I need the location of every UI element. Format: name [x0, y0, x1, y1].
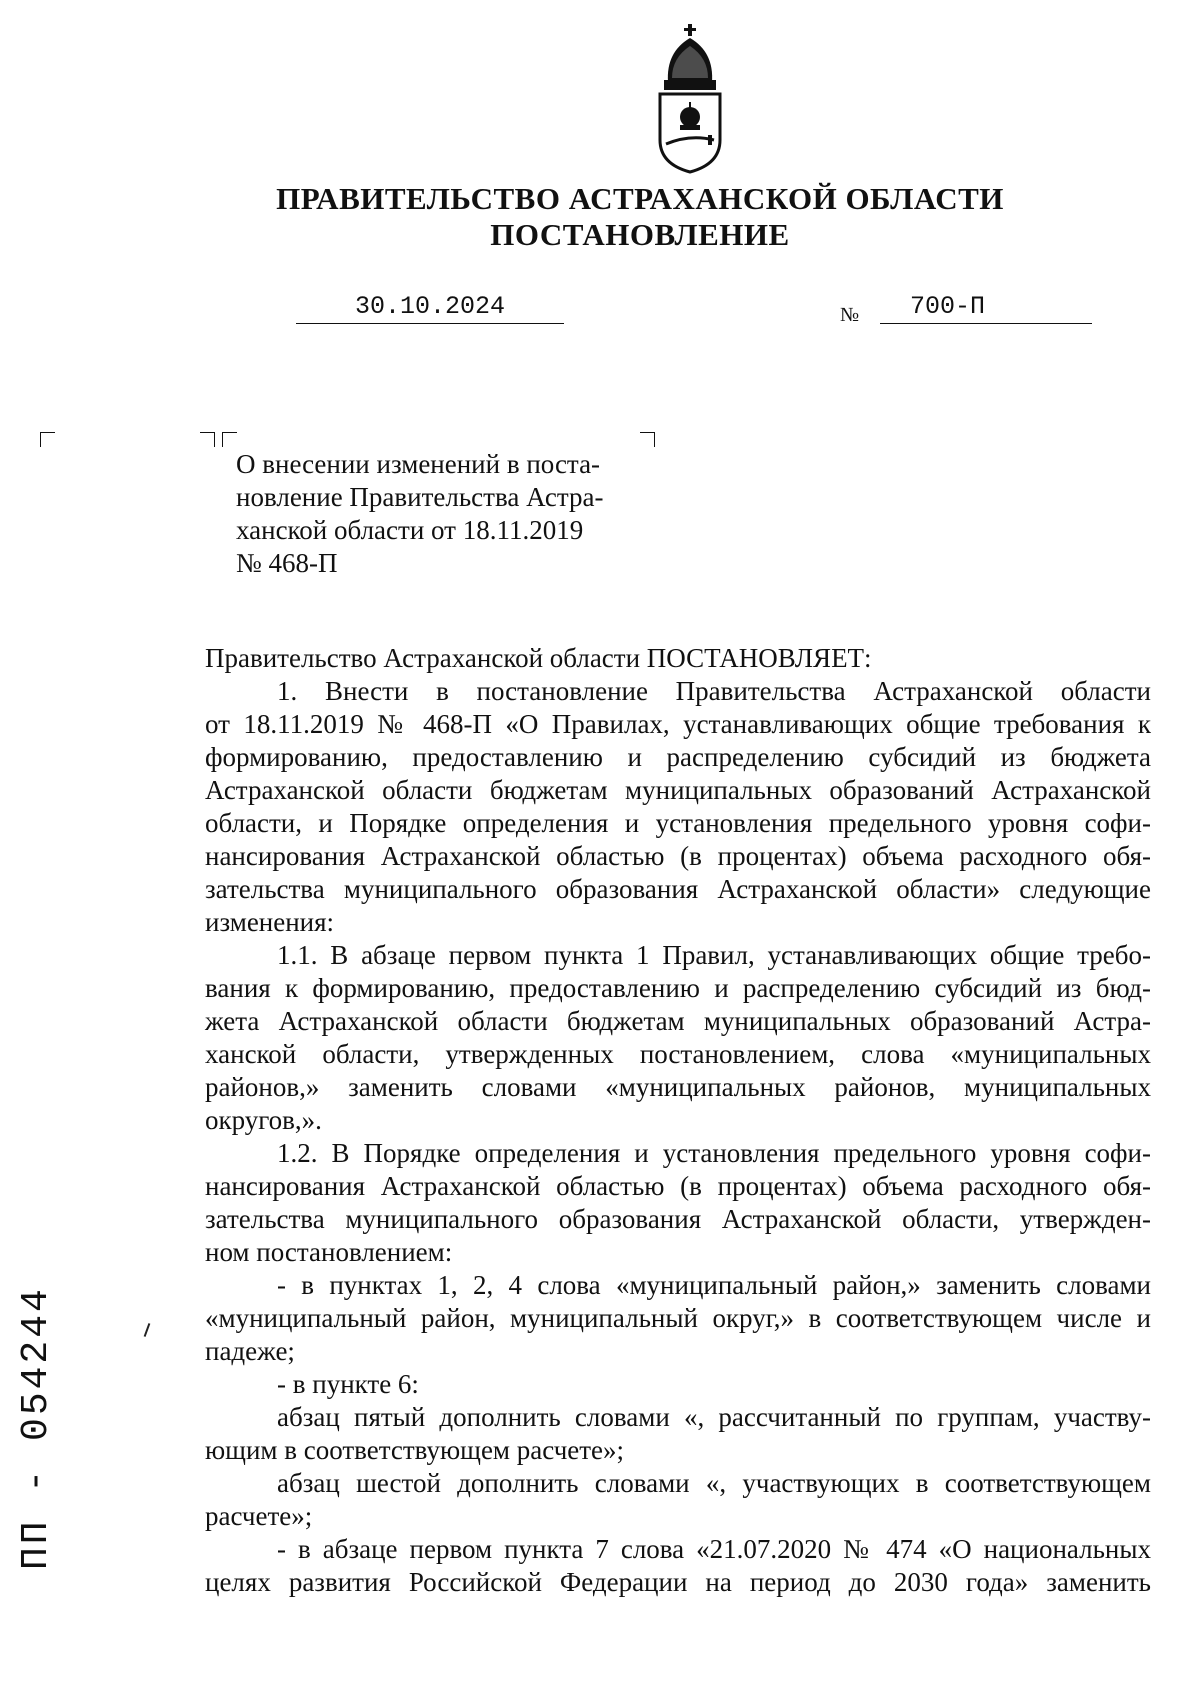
body-line: 1.1. В абзаце первом пункта 1 Правил, устанавливающих общие требо- [277, 940, 1151, 970]
body-line: нансирования Астраханской областью (в процентах) объема расходного обя- [205, 1171, 1151, 1201]
corner-mark-subject-left-b [222, 432, 237, 447]
body-line: нансирования Астраханской областью (в процентах) объема расходного обя- [205, 841, 1151, 871]
body-line: целях развития Российской Федерации на период до 2030 года» заменить [205, 1567, 1151, 1597]
number-sign: № [840, 304, 860, 326]
body-line: изменения: [205, 907, 335, 937]
body-line: - в пунктах 1, 2, 4 слова «муниципальный район,» заменить словами [277, 1270, 1151, 1300]
margin-tick-mark [144, 1323, 151, 1337]
body-line: ном постановлением: [205, 1237, 453, 1267]
body-line: вания к формированию, предоставлению и распределению субсидий из бюд- [205, 973, 1151, 1003]
body-line: области, и Порядке определения и установления предельного уровня софи- [205, 808, 1151, 838]
body-line: округов,». [205, 1105, 322, 1135]
body-line: 1.2. В Порядке определения и установления предельного уровня софи- [277, 1138, 1151, 1168]
body-line: - в абзаце первом пункта 7 слова «21.07.2020 № 474 «О национальных [277, 1534, 1151, 1564]
body-line: зательства муниципального образования Астраханской области» следующие [205, 874, 1151, 904]
subject-line: О внесении изменений в поста- [236, 449, 601, 479]
form-serial-number: ПП - 054244 [15, 1286, 58, 1570]
body-line: зательства муниципального образования Астраханской области, утвержден- [205, 1204, 1151, 1234]
corner-mark-subject-left-a [200, 432, 215, 447]
corner-mark-subject-right [640, 432, 655, 447]
body-line: абзац шестой дополнить словами «, участвующих в соответствующем [277, 1468, 1151, 1498]
body-line: абзац пятый дополнить словами «, рассчитанный по группам, участву- [277, 1402, 1151, 1432]
body-line: ханской области, утвержденных постановлением, слова «муниципальных [205, 1039, 1151, 1069]
body-line: от 18.11.2019 № 468-П «О Правилах, устанавливающих общие требования к [205, 709, 1151, 739]
body-line: районов,» заменить словами «муниципальных районов, муниципальных [205, 1072, 1151, 1102]
body-line: ющим в соответствующем расчете»; [205, 1435, 625, 1465]
body-line: - в пункте 6: [277, 1369, 419, 1399]
document-body [205, 642, 1151, 1599]
body-line: жета Астраханской области бюджетам муниципальных образований Астра- [205, 1006, 1151, 1036]
body-line: 1. Внести в постановление Правительства Астраханской области [277, 676, 1151, 706]
body-line: расчете»; [205, 1501, 313, 1531]
organization-title: ПРАВИТЕЛЬСТВО АСТРАХАНСКОЙ ОБЛАСТИ [276, 181, 1004, 216]
body-intro: Правительство Астраханской области ПОСТАНОВЛЯЕТ: [205, 643, 872, 673]
body-line: «муниципальный район, муниципальный округ,» в соответствующем числе и [205, 1303, 1151, 1333]
subject-line: ханской области от 18.11.2019 [236, 515, 584, 545]
document-subject [236, 448, 656, 580]
body-line: формированию, предоставлению и распределению субсидий из бюджета [205, 742, 1151, 772]
coat-of-arms-emblem [650, 22, 730, 174]
corner-mark-left [40, 432, 55, 447]
body-line: падеже; [205, 1336, 295, 1366]
document-date: 30.10.2024 [296, 291, 564, 324]
body-line: Астраханской области бюджетам муниципальных образований Астраханской [205, 775, 1151, 805]
subject-line: № 468-П [236, 548, 338, 578]
document-number: 700-П [880, 291, 1092, 324]
subject-line: новление Правительства Астра- [236, 482, 604, 512]
document-type-title: ПОСТАНОВЛЕНИЕ [490, 217, 790, 252]
